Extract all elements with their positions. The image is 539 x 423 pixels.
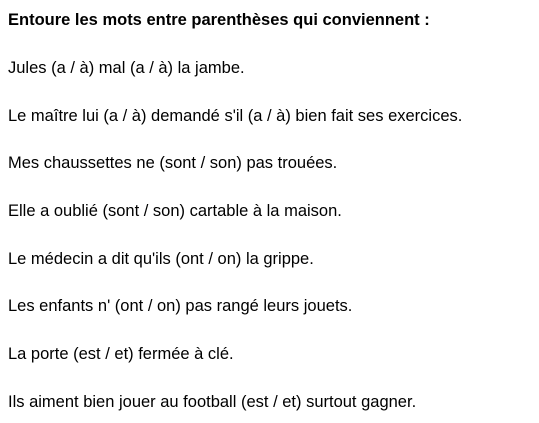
exercise-sentence-1: Jules (a / à) mal (a / à) la jambe.	[8, 59, 245, 77]
exercise-sentence-4: Elle a oublié (sont / son) cartable à la maison.	[8, 202, 342, 220]
exercise-sentence-7: La porte (est / et) fermée à clé.	[8, 345, 234, 363]
exercise-sentence-2: Le maître lui (a / à) demandé s'il (a / à) bien fait ses exercices.	[8, 107, 463, 125]
exercise-sentence-8: Ils aiment bien jouer au football (est / et) surtout gagner.	[8, 393, 417, 411]
exercise-sentence-5: Le médecin a dit qu'ils (ont / on) la grippe.	[8, 250, 314, 268]
exercise-sentence-6: Les enfants n' (ont / on) pas rangé leurs jouets.	[8, 297, 353, 315]
exercise-instruction: Entoure les mots entre parenthèses qui conviennent :	[8, 11, 430, 29]
exercise-sentence-3: Mes chaussettes ne (sont / son) pas trouées.	[8, 154, 338, 172]
